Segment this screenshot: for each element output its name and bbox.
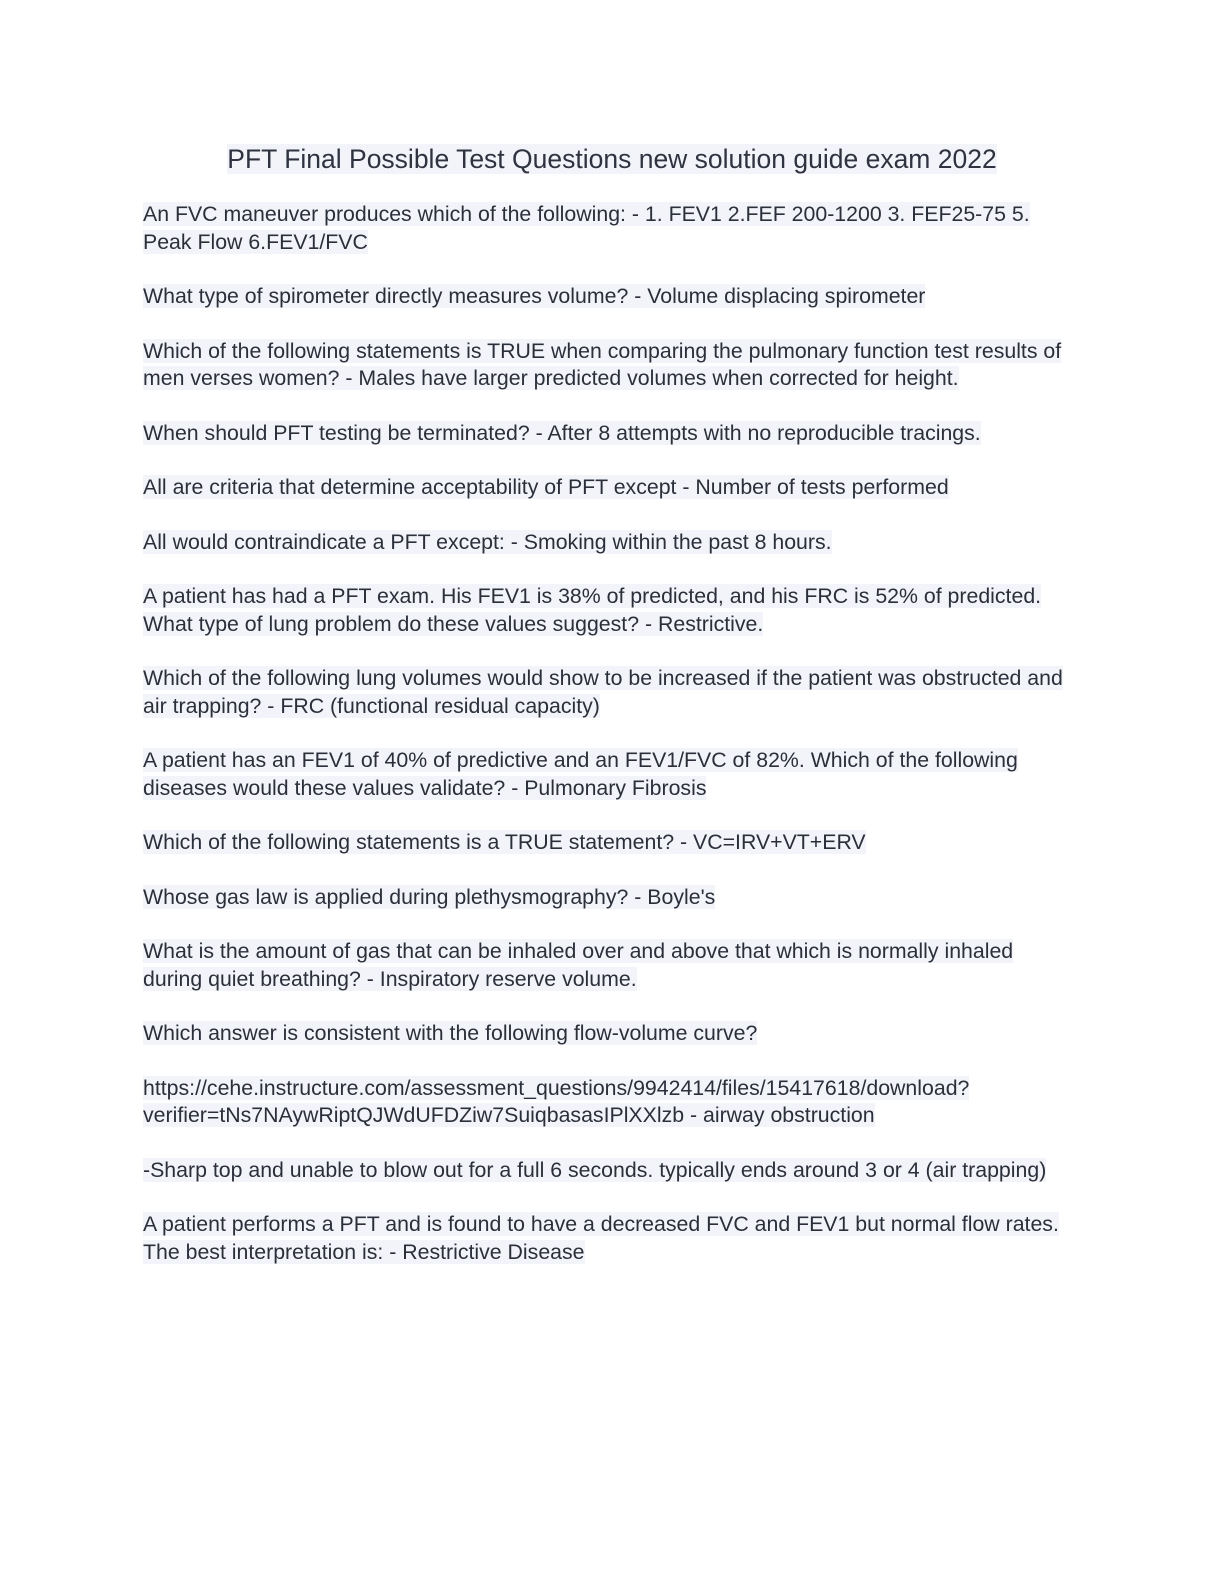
question-item	[143, 420, 1078, 448]
question-item	[143, 938, 1078, 993]
question-item	[143, 583, 1078, 638]
document-title: PFT Final Possible Test Questions new solution guide exam 2022	[227, 144, 997, 174]
question-text: Which of the following lung volumes would show to be increased if the patient was obstructed and air trapping? - FRC (functional residual capacity)	[143, 666, 1063, 718]
question-item	[143, 829, 1078, 857]
question-text: A patient performs a PFT and is found to have a decreased FVC and FEV1 but normal flow rates. The best interpretation is: - Restrictive Disease	[143, 1212, 1059, 1264]
question-text: What is the amount of gas that can be inhaled over and above that which is normally inhaled during quiet breathing? - Inspiratory reserve volume.	[143, 939, 1014, 991]
question-item	[143, 884, 1078, 912]
question-item	[143, 747, 1078, 802]
question-item-link	[143, 1075, 1078, 1130]
question-item	[143, 201, 1078, 256]
question-text: A patient has had a PFT exam. His FEV1 is 38% of predicted, and his FRC is 52% of predicted. What type of lung problem do these values suggest? - Restrictive.	[143, 584, 1042, 636]
question-item	[143, 665, 1078, 720]
question-text: An FVC maneuver produces which of the following: - 1. FEV1 2.FEF 200-1200 3. FEF25-75 5. Peak Flow 6.FEV1/FVC	[143, 202, 1030, 254]
question-list	[143, 201, 1078, 1293]
question-text: All are criteria that determine acceptability of PFT except - Number of tests performed	[143, 475, 949, 499]
question-text: Which answer is consistent with the following flow-volume curve?	[143, 1021, 758, 1045]
question-text: https://cehe.instructure.com/assessment_questions/9942414/files/15417618/download?verifier=tNs7NAywRiptQJWdUFDZiw7SuiqbasasIPlXXlzb - airway obstruction	[143, 1075, 970, 1127]
question-text: -Sharp top and unable to blow out for a full 6 seconds. typically ends around 3 or 4 (air trapping)	[143, 1157, 1047, 1182]
question-text: All would contraindicate a PFT except: - Smoking within the past 8 hours.	[143, 529, 832, 554]
question-item	[143, 283, 1078, 311]
question-text: Whose gas law is applied during plethysmography? - Boyle's	[143, 884, 716, 909]
question-item	[143, 338, 1078, 393]
question-item	[143, 529, 1078, 557]
question-text: Which of the following statements is a TRUE statement? - VC=IRV+VT+ERV	[143, 830, 866, 854]
title-container	[0, 142, 1224, 176]
question-item	[143, 1020, 1078, 1048]
question-text: When should PFT testing be terminated? - After 8 attempts with no reproducible tracings.	[143, 420, 981, 445]
question-text: Which of the following statements is TRUE when comparing the pulmonary function test results of men verses women? - Males have larger predicted volumes when corrected for height.	[143, 338, 1062, 390]
question-text: A patient has an FEV1 of 40% of predictive and an FEV1/FVC of 82%. Which of the following diseases would these values validate? - Pulmonary Fibrosis	[143, 748, 1018, 800]
question-item	[143, 1157, 1078, 1185]
question-text: What type of spirometer directly measures volume? - Volume displacing spirometer	[143, 284, 926, 308]
question-item	[143, 1211, 1078, 1266]
question-item	[143, 474, 1078, 502]
